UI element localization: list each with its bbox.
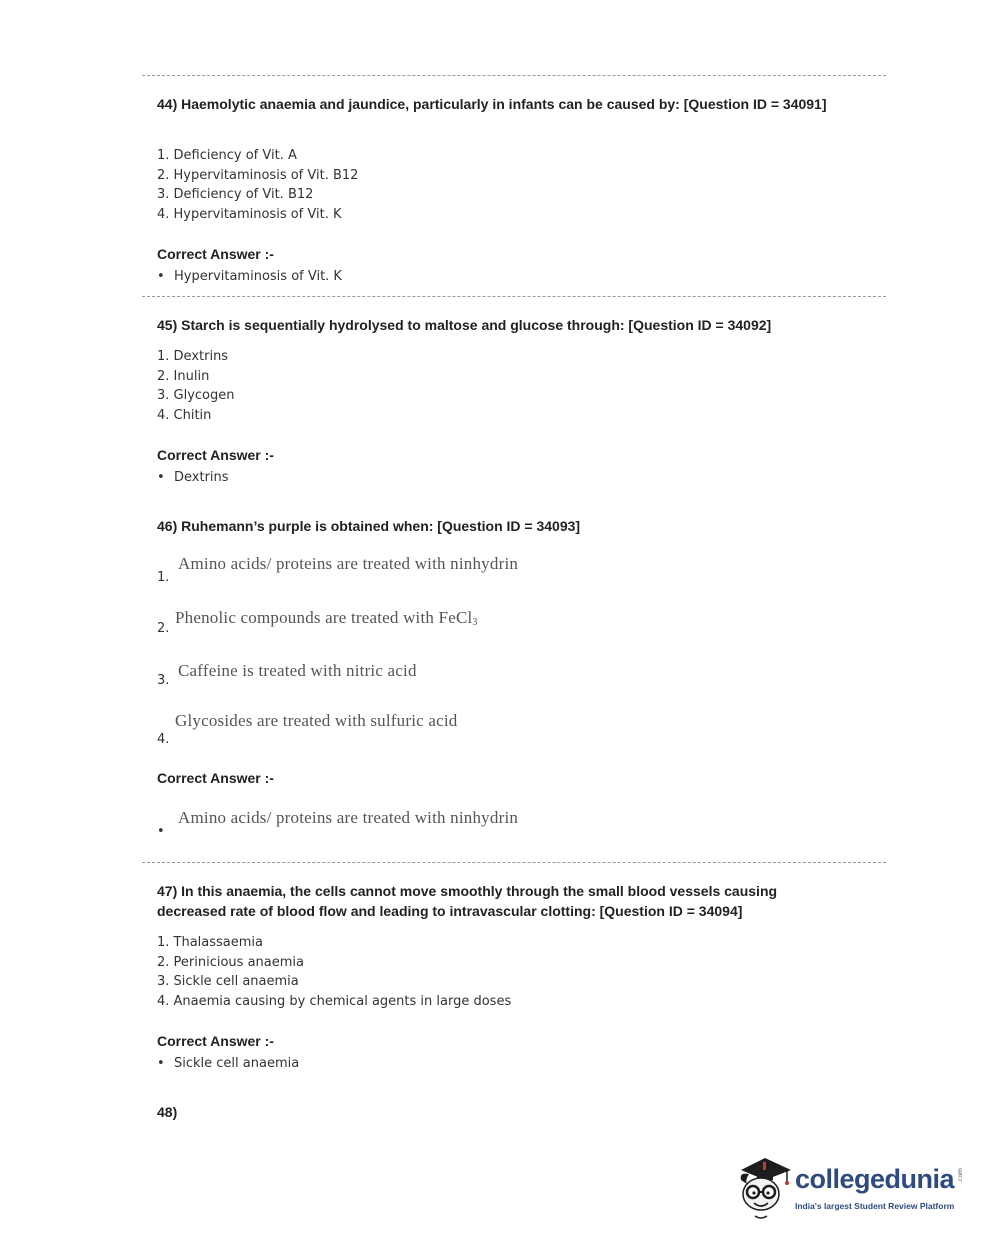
question-44-options <box>157 146 358 224</box>
correct-answer <box>157 1056 299 1071</box>
question-47-title: 47) In this anaemia, the cells cannot move smoothly through the small blood vessels causing decreased rate of blood flow and leading to intravascular clotting: [Question ID = 34094] <box>157 883 778 919</box>
option: 4. Chitin <box>157 407 212 423</box>
correct-answer-label: Correct Answer :- <box>157 1033 274 1049</box>
option-3-number: 3. <box>157 673 170 688</box>
option: 1. Deficiency of Vit. A <box>157 148 297 163</box>
option-4-number: 4. <box>157 732 170 747</box>
correct-answer-text: Hypervitaminosis of Vit. K <box>174 269 342 284</box>
question-46-title: 46) Ruhemann’s purple is obtained when: [Question ID = 34093] <box>157 518 581 534</box>
question-48-title: 48) <box>157 1104 178 1120</box>
correct-answer-label: Correct Answer :- <box>157 447 274 463</box>
question-divider <box>142 296 886 297</box>
logo-wordmark: collegedunia <box>795 1164 955 1194</box>
collegedunia-logo <box>735 1150 964 1225</box>
option-1-number: 1. <box>157 570 170 585</box>
question-45-title: 45) Starch is sequentially hydrolysed to maltose and glucose through: [Question ID = 34092] <box>157 317 772 333</box>
option: 4. Hypervitaminosis of Vit. K <box>157 206 342 222</box>
question-47-options <box>157 933 511 1011</box>
option-3-text: Caffeine is treated with nitric acid <box>178 661 417 680</box>
option: 3. Glycogen <box>157 388 235 403</box>
bullet: • <box>157 470 165 485</box>
bullet: • <box>157 824 165 839</box>
correct-answer-text: Amino acids/ proteins are treated with ninhydrin <box>178 808 519 827</box>
option: 3. Sickle cell anaemia <box>157 974 299 989</box>
correct-answer-label: Correct Answer :- <box>157 770 274 786</box>
option-4-text: Glycosides are treated with sulfuric acid <box>175 711 458 730</box>
option: 4. Anaemia causing by chemical agents in large doses <box>157 993 512 1009</box>
correct-answer-text: Dextrins <box>174 470 229 485</box>
option-1-text: Amino acids/ proteins are treated with ninhydrin <box>178 554 519 573</box>
correct-answer <box>157 269 342 284</box>
question-45-options <box>157 347 235 425</box>
logo-domain-suffix: .com <box>956 1168 964 1183</box>
correct-answer <box>157 470 229 485</box>
option: 2. Inulin <box>157 368 210 384</box>
option: 1. Dextrins <box>157 349 229 364</box>
question-divider <box>142 75 886 76</box>
question-44-title: 44) Haemolytic anaemia and jaundice, particularly in infants can be caused by: [Question ID = 34091] <box>157 96 827 112</box>
correct-answer-label: Correct Answer :- <box>157 246 274 262</box>
option: 2. Perinicious anaemia <box>157 954 304 970</box>
option-2-number: 2. <box>157 621 170 636</box>
bullet: • <box>157 1056 165 1071</box>
option-2-text <box>175 608 478 628</box>
correct-answer-text: Sickle cell anaemia <box>174 1056 300 1071</box>
option-2-text-main: Phenolic compounds are treated with FeCl <box>175 608 473 627</box>
bullet: • <box>157 269 165 284</box>
mascot-graduation-cap-icon <box>735 1150 795 1222</box>
option: 3. Deficiency of Vit. B12 <box>157 187 314 202</box>
question-divider <box>142 862 886 863</box>
option: 1. Thalassaemia <box>157 935 264 950</box>
logo-tagline: India's largest Student Review Platform <box>795 1201 955 1211</box>
option: 2. Hypervitaminosis of Vit. B12 <box>157 167 359 183</box>
subscript: 3 <box>472 617 478 628</box>
